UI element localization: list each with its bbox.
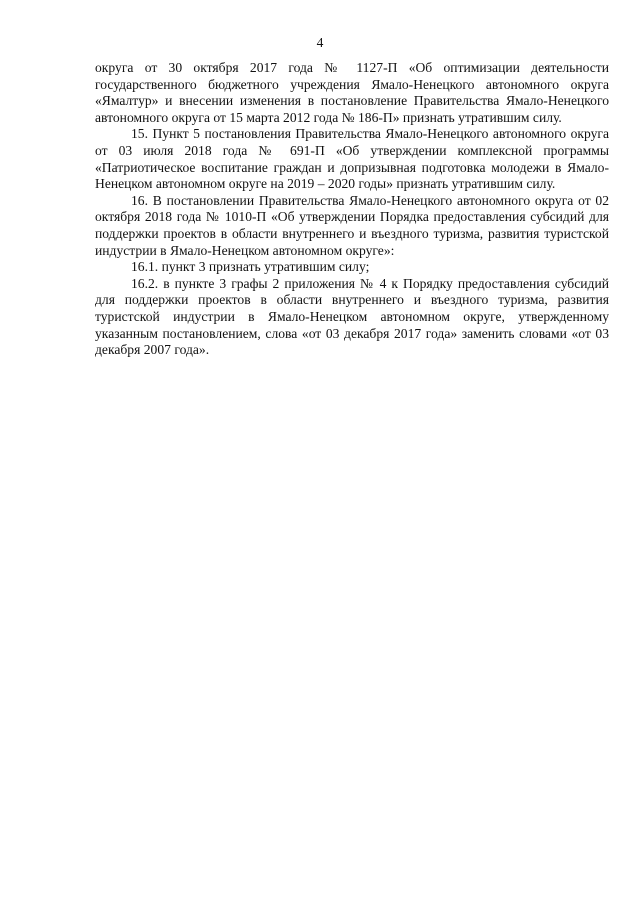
paragraph-continuation-14: округа от 30 октября 2017 года № 1127-П «Об оптимизации деятельности государственного бюджетного учреждения Ямало-Ненецкого автономного округа «Ямалтур» и внесении изменения в постановление Правительства Ямало-Ненецкого автономного округа от 15 марта 2012 года № 186-П» признать утратившим силу. [95,60,609,125]
paragraph-item-16-2: 16.2. в пункте 3 графы 2 приложения № 4 к Порядку предоставления субсидий для поддержки проектов в области внутреннего и въездного туризма, развития туристской индустрии в Ямало-Ненецком автономном округе, утвержденному указанным постановлением, слова «от 03 декабря 2017 года» заменить словами «от 03 декабря 2007 года». [95,275,609,358]
paragraph-item-16: 16. В постановлении Правительства Ямало-Ненецкого автономного округа от 02 октября 2018 года № 1010-П «Об утверждении Порядка предоставления субсидий для поддержки проектов в области внутреннего и въездного туризма, развития туристской индустрии в Ямало-Ненецком автономном округе»: [95,192,609,258]
paragraph-item-15: 15. Пункт 5 постановления Правительства Ямало-Ненецкого автономного округа от 03 июля 2018 года № 691-П «Об утверждении комплексной программы «Патриотическое воспитание граждан и допризывная подготовка молодежи в Ямало-Ненецком автономном округе на 2019 – 2020 годы» признать утратившим силу. [95,126,609,192]
paragraph-item-16-1: 16.1. пункт 3 признать утратившим силу; [131,259,370,275]
document-body [95,60,609,359]
page-number: 4 [316,35,324,50]
